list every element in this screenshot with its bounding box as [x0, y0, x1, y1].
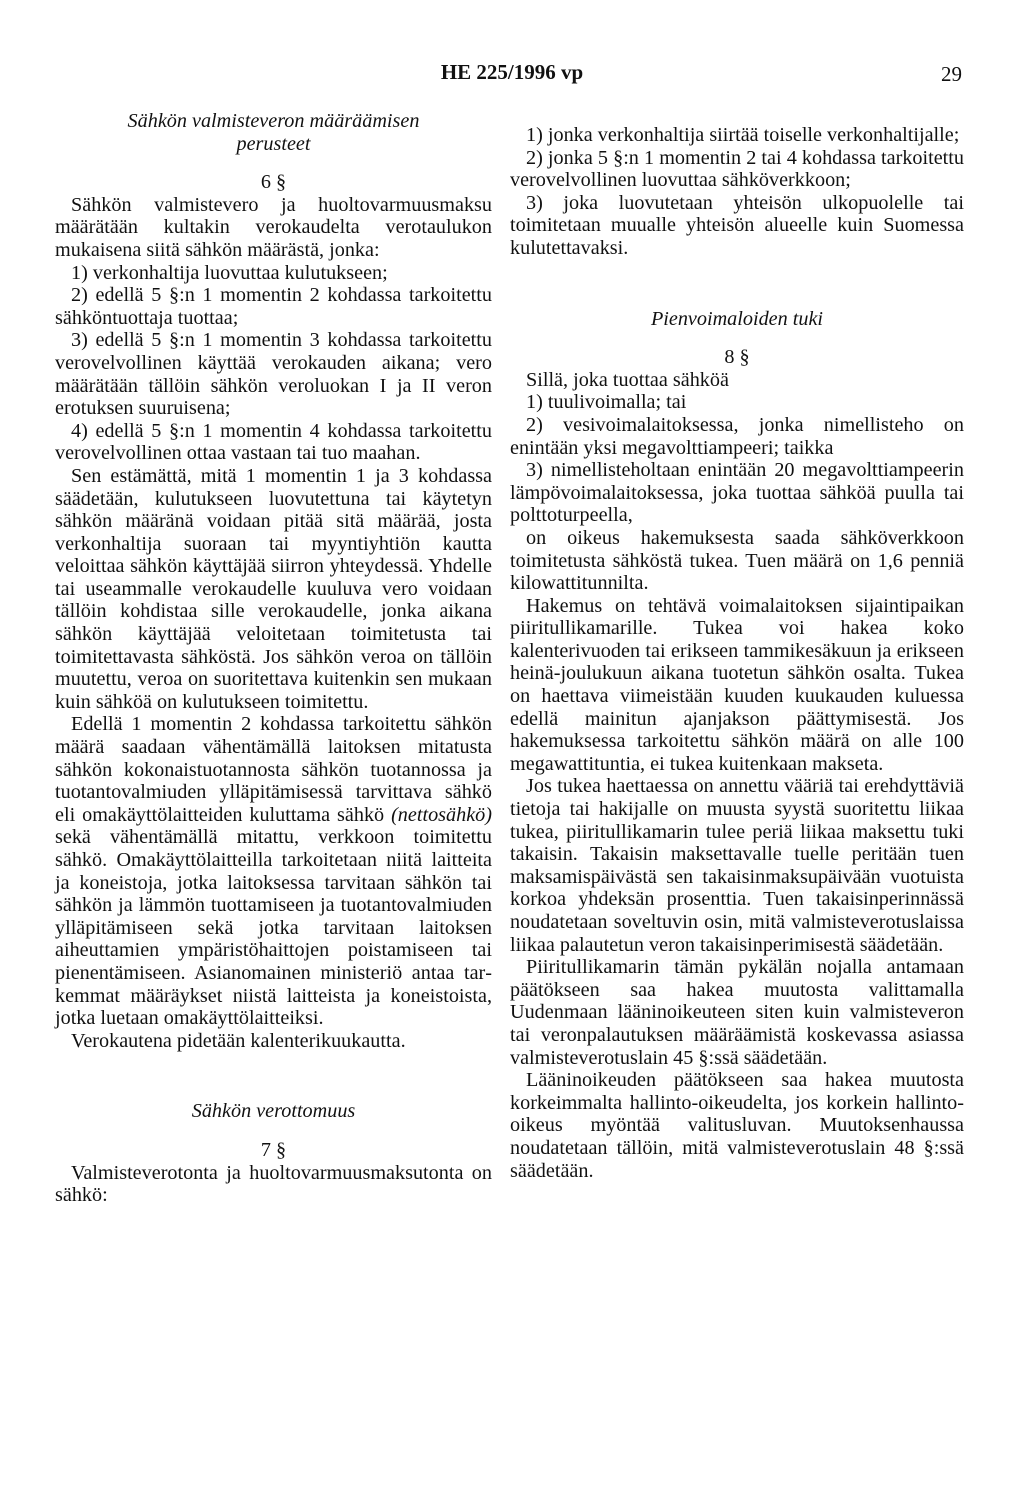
paragraph: Sähkön valmistevero ja huoltovarmuusmaksu määrätään kultakin verokaudelta verotaulukon mukaisena siitä sähkön määrästä, jonka:: [55, 193, 492, 261]
list-item: 2) jonka 5 §:n 1 momentin 2 tai 4 kohdassa tarkoitettu verovelvollinen luovuttaa sähköverkkoon;: [510, 146, 964, 192]
document-reference: HE 225/1996 vp: [440, 60, 584, 84]
paragraph: on oikeus hakemuksesta saada sähköverkkoon toimitetusta sähköstä tukea. Tuen määrä on 1,6 penniä kilowattitunnilta.: [510, 526, 964, 595]
paragraph: [55, 713, 492, 1029]
list-item: 3) joka luovutetaan yhteisön ulkopuolelle tai toimitetaan muualle yhteisön alueelle kuin Suomessa kulutettavaksi.: [510, 191, 964, 259]
page-number: 29: [941, 62, 962, 86]
section-number-8: 8 §: [724, 346, 750, 369]
list-item: 4) edellä 5 §:n 1 momentin 4 kohdassa tarkoitettu verovelvollinen ottaa vastaan tai tuo maahan.: [55, 419, 492, 465]
right-column: [510, 110, 964, 1182]
list-item: 3) edellä 5 §:n 1 momentin 3 kohdassa tarkoitettu verovelvollinen käyttää verokauden aikana; vero määrätään tällöin sähkön veroluokan I ja II veron erotuksen suuruisena;: [55, 329, 492, 420]
paragraph: Sillä, joka tuottaa sähköä: [526, 368, 729, 391]
list-item: 2) vesivoimalaitoksessa, jonka nimellisteho on enintään yksi megavolttiampeeri; taikka: [510, 413, 964, 459]
paragraph: Sen estämättä, mitä 1 momentin 1 ja 3 kohdassa säädetään, kulutukseen luovutettuna tai käytetyn sähkön määränä voidaan pitää sitä määrää, josta verkonhaltija suoraan tai myyntiyhtiön kautta veloittaa sähkön käyttäjää siirron yhteydessä. Yhdelle tai useammalle verokaudelle kuuluva vero voidaan tällöin kohdistaa sille verokaudelle, jonka aikana sähkön käyttäjää veloitetaan toimitetusta tai toimitettavasta sähköstä. Jos sähkön veroa on tällöin muutettu, veroa on suoritettava kuitenkin sen mukaan kuin sähköä on kulutukseen toimitettu.: [55, 464, 492, 713]
section-heading-pienvoimalat: Pienvoimaloiden tuki: [650, 307, 824, 330]
list-item: 1) jonka verkonhaltija siirtää toiselle verkonhaltijalle;: [526, 124, 960, 146]
section-number-6: 6 §: [260, 171, 287, 194]
section-heading-verottomuus: Sähkön verottomuus: [191, 1100, 356, 1123]
paragraph: Lääninoikeuden päätökseen saa hakea muutosta korkeimmalta hallinto-oikeudelta, jos korkein hallinto-oikeus myöntää valitusluvan. Muutoksenhaussa noudatetaan tällöin, mitä valmisteverotuslain 48 §:ssä säädetään.: [510, 1069, 964, 1182]
defined-term: (nettosähkö): [391, 803, 492, 826]
section-number-7: 7 §: [260, 1138, 287, 1161]
section-heading-valmistevero: Sähkön valmisteveron määräämisen perusteet: [127, 110, 420, 155]
paragraph: Valmisteverotonta ja huoltovarmuusmaksutonta on sähkö:: [55, 1161, 492, 1207]
list-item: 3) nimellisteholtaan enintään 20 megavolttiampeerin lämpövoimalaitoksessa, joka tuottaa sähköä puulla tai polttoturpeella,: [510, 459, 964, 527]
list-item: 2) edellä 5 §:n 1 momentin 2 kohdassa tarkoitettu sähköntuottaja tuottaa;: [55, 284, 492, 329]
page-header: [0, 60, 1024, 94]
list-item: 1) verkonhaltija luovuttaa kulutukseen;: [71, 261, 388, 284]
paragraph: Piiritullikamarin tämän pykälän nojalla antamaan päätökseen saa hakea muutosta valittamalla Uudenmaan lääninoikeuteen siten kuin valmisteveron tai veronpalautuksen määräämistä koskevassa asiassa valmisteverotuslain 45 §:ssä säädetään.: [510, 956, 964, 1069]
paragraph: Hakemus on tehtävä voimalaitoksen sijaintipaikan piiritullikamarille. Tukea voi hakea koko kalenterivuoden tai erikseen tammikesäkuun ja erikseen heinä-joulukuun aikana tuotetun sähkön osalta. Tukea on haettava viimeistään kuuden kuukauden kuluessa edellä mainitun ajanjakson päättymisestä. Jos hakemuksessa tarkoitettu sähkön määrä on alle 100 megawattituntia, ei tukea kuitenkaan makseta.: [510, 594, 964, 775]
paragraph-text: Edellä 1 momentin 2 kohdassa tarkoitettu sähkön määrä saadaan vähentämällä laitoksen mitatusta sähkön kokonaistuotannosta sähkön tuotannossa ja tuotantovalmiuden ylläpitämisessä tarvittava sähkö eli omakäyttölaitteiden kuluttama sähkö: [55, 713, 492, 826]
left-column: [55, 110, 492, 1207]
paragraph-text: sekä vähentämällä mitattu, verkkoon toimitettu sähkö. Omakäyttölaitteilla tarkoitetaan niitä laitteita ja koneistoja, jotka laitoksessa tarvitaan sähkön tai sähkön ja lämmön tuottamiseen ja tuotantovalmiuden ylläpitämiseen sekä jotka tarvitaan laitoksen aiheuttamien ympäristöhaittojen poistamiseen tai pienentämiseen. Asianomainen ministeriö antaa tarkemmat määräykset niistä laitteista ja koneistoista, jotka luetaan omakäyttölaitteiksi.: [55, 826, 492, 1030]
paragraph: Verokautena pidetään kalenterikuukautta.: [71, 1029, 406, 1052]
paragraph: Jos tukea haettaessa on annettu vääriä tai erehdyttäviä tietoja tai hakijalle on muusta syystä suoritettu liikaa tukea, piiritullikamarin tulee periä liikaa maksettu tuki takaisin. Takaisin maksettavalle tuelle peritään tuen maksamispäivästä sen takaisinmaksupäivään vuotuista korkoa yhdeksän prosenttia. Tuen takaisinperinnässä noudatetaan soveltuvin osin, mitä valmisteverotuslaissa liikaa palautetun veron takaisinperimisestä säädetään.: [510, 775, 964, 956]
list-item: 1) tuulivoimalla; tai: [526, 391, 687, 414]
